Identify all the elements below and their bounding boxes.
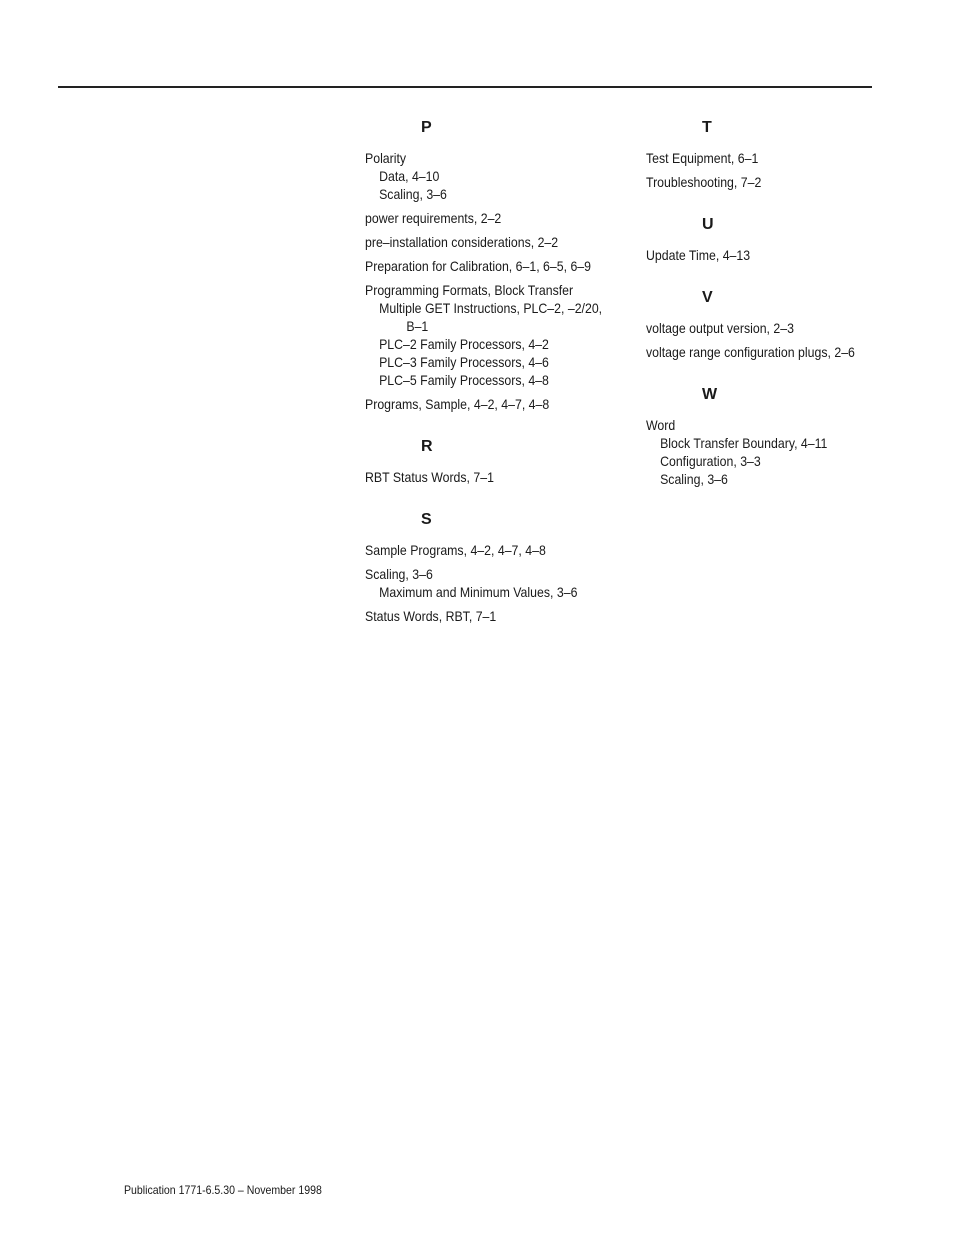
publication-footer: Publication 1771-6.5.30 – November 1998 [124,1183,322,1197]
index-section-v [646,288,906,361]
index-subterm: PLC–5 Family Processors, 4–8 [379,372,549,388]
index-subterm: Maximum and Minimum Values, 3–6 [379,584,578,600]
index-section-t [646,118,906,191]
index-term: Status Words, RBT, 7–1 [365,608,497,624]
section-letter: P [421,119,432,136]
index-subterm: PLC–2 Family Processors, 4–2 [379,336,549,352]
index-column-left [365,118,635,649]
index-term: Programs, Sample, 4–2, 4–7, 4–8 [365,396,550,412]
index-term: Programming Formats, Block Transfer [365,282,574,298]
index-entry [646,246,906,264]
index-subterm: B–1 [406,318,429,334]
index-term: voltage range configuration plugs, 2–6 [646,344,855,360]
index-entry [365,281,635,389]
index-section-u [646,215,906,264]
index-section-w [646,385,906,488]
index-subterm: Scaling, 3–6 [660,471,728,487]
index-term: Troubleshooting, 7–2 [646,174,762,190]
section-letter: S [421,511,432,528]
index-term: Scaling, 3–6 [365,566,433,582]
index-subterm: Scaling, 3–6 [379,186,447,202]
index-entry [365,257,635,275]
index-entry [365,233,635,251]
index-term: Update Time, 4–13 [646,247,751,263]
index-entry [365,468,635,486]
index-section-s [365,510,635,625]
index-entry [646,343,906,361]
index-term: Test Equipment, 6–1 [646,150,759,166]
index-term: power requirements, 2–2 [365,210,502,226]
index-subterm: Data, 4–10 [379,168,440,184]
index-column-right [646,118,906,512]
section-letter: W [702,386,718,403]
index-entry [365,541,635,559]
index-subterm: Multiple GET Instructions, PLC–2, –2/20, [379,300,603,316]
index-entry [365,565,635,601]
index-section-r [365,437,635,486]
index-term: RBT Status Words, 7–1 [365,469,494,485]
index-term: voltage output version, 2–3 [646,320,794,336]
index-term: Preparation for Calibration, 6–1, 6–5, 6–9 [365,258,592,274]
index-subterm: Configuration, 3–3 [660,453,761,469]
index-entry [365,607,635,625]
index-term: pre–installation considerations, 2–2 [365,234,559,250]
index-entry [646,149,906,167]
index-term: Word [646,417,676,433]
section-letter: R [421,438,433,455]
index-section-p [365,118,635,413]
index-subterm: Block Transfer Boundary, 4–11 [660,435,828,451]
index-entry [365,395,635,413]
index-entry [365,209,635,227]
index-term: Polarity [365,150,407,166]
section-letter: V [702,289,713,306]
index-subterm: PLC–3 Family Processors, 4–6 [379,354,549,370]
index-entry [646,173,906,191]
index-entry [646,416,906,488]
index-entry [646,319,906,337]
index-term: Sample Programs, 4–2, 4–7, 4–8 [365,542,546,558]
section-letter: U [702,216,714,233]
header-rule [58,86,872,88]
section-letter: T [702,119,712,136]
index-entry [365,149,635,203]
